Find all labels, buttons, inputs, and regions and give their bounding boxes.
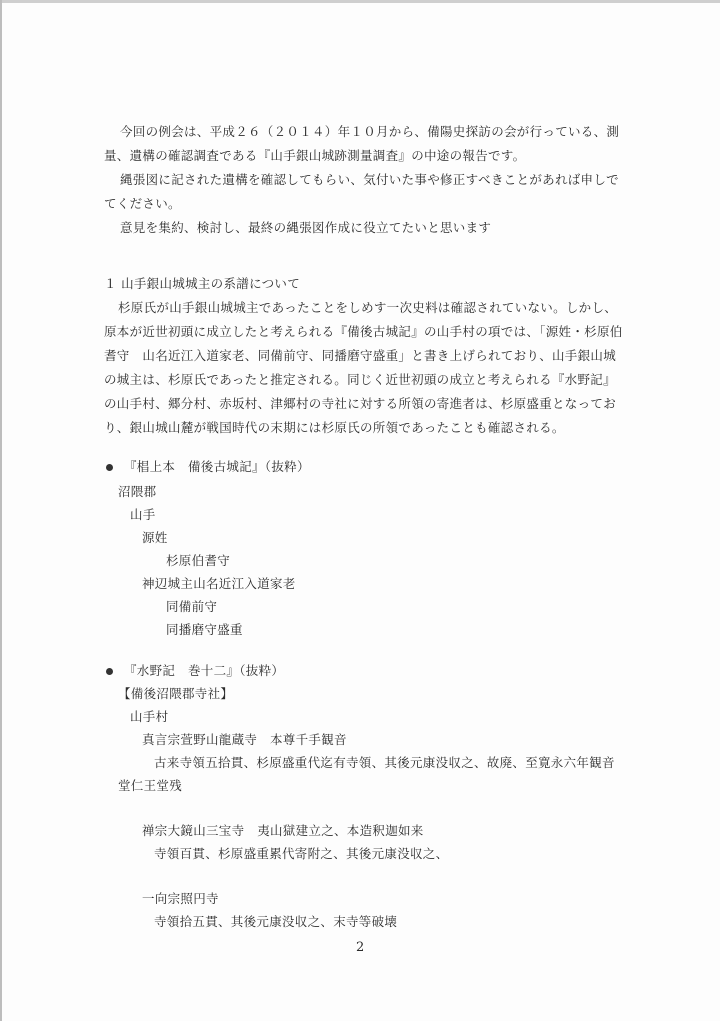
body-line: り、銀山城山麓が戦国時代の末期には杉原氏の所領であったことも確認される。: [104, 420, 565, 435]
excerpt-line: 杉原伯耆守: [166, 553, 231, 568]
excerpt-line: 真言宗萱野山龍蔵寺 本尊千手観音: [142, 732, 347, 747]
intro-line: 縄張図に記された遺構を確認してもらい、気付いた事や修正すべきことがあれば申しで: [120, 172, 619, 187]
intro-line: 量、遺構の確認調査である『山手銀山城跡測量調査』の中途の報告です。: [104, 148, 526, 163]
intro-line: てください。: [104, 196, 181, 211]
excerpt-line: 沼隈郡: [118, 484, 157, 499]
scan-edge-top: [0, 0, 720, 3]
excerpt-line: 寺領拾五貫、其後元康没収之、末寺等破壊: [154, 914, 398, 929]
body-line: の山手村、郷分村、赤坂村、津郷村の寺社に対する所領の寄進者は、杉原盛重となってお: [104, 396, 617, 411]
excerpt-title: 『椙上本 備後古城記』（抜粋）: [124, 459, 310, 474]
page-number: 2: [356, 940, 365, 955]
excerpt-line: 寺領百貫、杉原盛重累代寄附之、其後元康没収之、: [154, 846, 449, 861]
section-heading: １ 山手銀山城城主の系譜について: [104, 276, 301, 291]
bullet-icon: [106, 668, 113, 675]
intro-line: 意見を集約、検討し、最終の縄張図作成に役立てたいと思います: [120, 220, 492, 235]
body-line: 杉原氏が山手銀山城城主であったことをしめす一次史料は確認されていない。しかし、: [118, 300, 618, 315]
excerpt-line: 一向宗照円寺: [142, 891, 219, 906]
excerpt-line: 同播磨守盛重: [166, 622, 243, 637]
excerpt-line: 禅宗大鏡山三宝寺 夷山獄建立之、本造釈迦如来: [142, 823, 424, 838]
excerpt-line: 山手: [130, 507, 156, 522]
scan-edge-left: [0, 0, 2, 1021]
excerpt-line: 同備前守: [166, 599, 218, 614]
excerpt-line: 古来寺領五拾貫、杉原盛重代迄有寺領、其後元康没収之、故廃、至寛永六年観音: [154, 755, 615, 770]
excerpt-title: 『水野記 巻十二』（抜粋）: [124, 663, 285, 678]
bullet-icon: [106, 464, 113, 471]
excerpt-line: 【備後沼隈郡寺社】: [118, 686, 234, 701]
excerpt-line: 堂仁王堂残: [118, 778, 183, 793]
intro-line: 今回の例会は、平成２６（２０１４）年１０月から、備陽史探訪の会が行っている、測: [120, 124, 620, 139]
excerpt-line: 源姓: [142, 530, 168, 545]
excerpt-line: 神辺城主山名近江入道家老: [142, 576, 296, 591]
excerpt-line: 山手村: [130, 709, 169, 724]
body-line: 原本が近世初頭に成立したと考えられる『備後古城記』の山手村の項では、「源姓・杉原伯: [104, 324, 623, 339]
body-line: の城主は、杉原氏であったと推定される。同じく近世初頭の成立と考えられる『水野記』: [104, 372, 616, 387]
body-line: 耆守 山名近江入道家老、同備前守、同播磨守盛重」と書き上げられており、山手銀山城: [104, 348, 617, 363]
